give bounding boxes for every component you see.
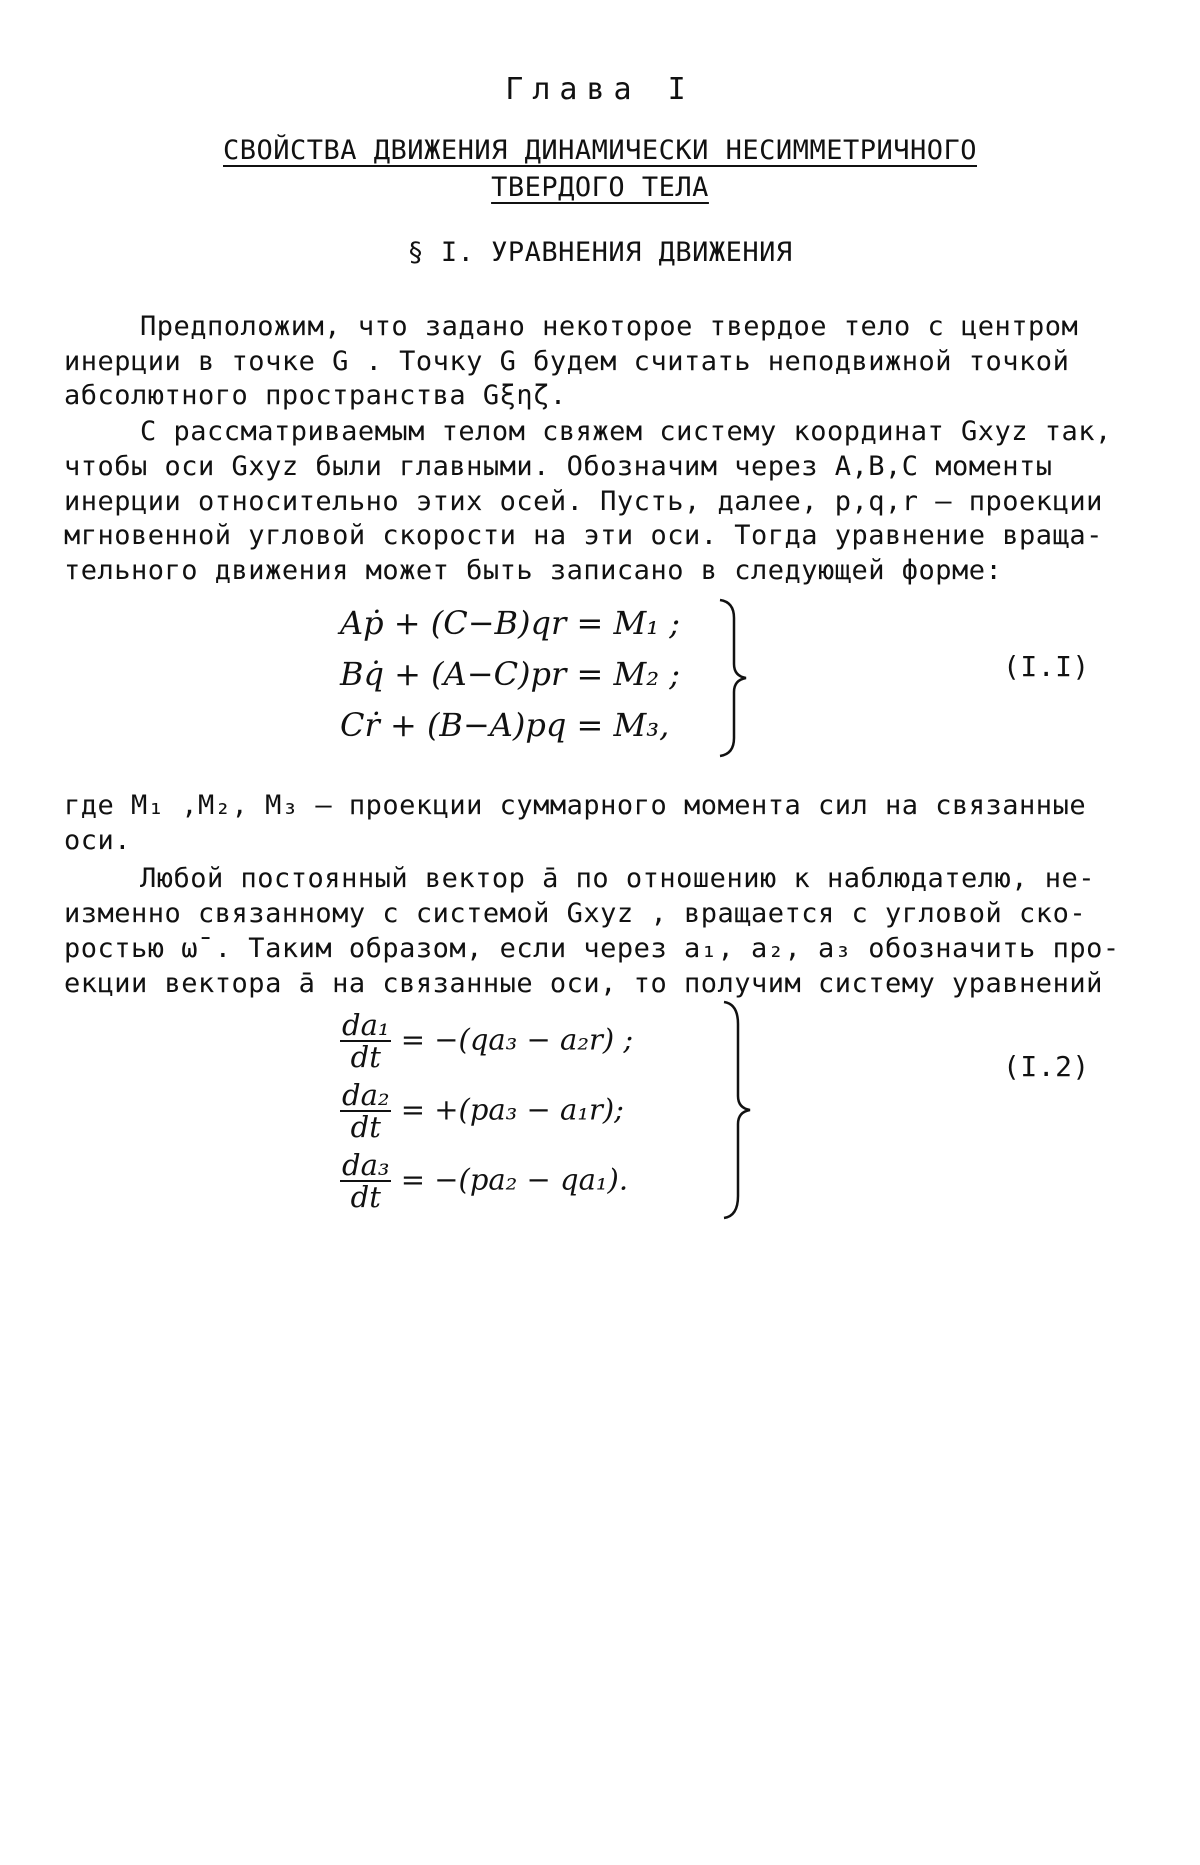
eq1-line-2: Bq̇ + (A−C)pr = M₂ ; (340, 655, 681, 693)
eq2-numerator-3: da₃ (342, 1148, 390, 1182)
chapter-heading: Глава I (505, 72, 695, 107)
eq1-number: (I.I) (1003, 650, 1090, 683)
eq2-denominator-3: dt (350, 1180, 381, 1215)
section-heading: § I. УРАВНЕНИЯ ДВИЖЕНИЯ (407, 237, 793, 268)
eq2-rhs-2: = +(pa₃ − a₁r); (400, 1092, 624, 1127)
para3-line-2: оси. (64, 825, 132, 856)
eq2-fraction-1 (340, 1010, 391, 1073)
eq2-line-2 (340, 1080, 624, 1143)
eq2-right-brace (720, 1000, 760, 1220)
eq2-denominator-2: dt (350, 1110, 381, 1145)
eq1-right-brace (716, 598, 756, 758)
chapter-title-line-1: СВОЙСТВА ДВИЖЕНИЯ ДИНАМИЧЕСКИ НЕСИММЕТРИЧНОГО (223, 135, 977, 166)
para2-line-2: чтобы оси Gxyz были главными. Обозначим через A,B,C моменты (64, 451, 1053, 482)
para2-line-4: мгновенной угловой скорости на эти оси. Тогда уравнение враща- (64, 520, 1103, 551)
para1-line-3: абсолютного пространства Gξηζ. (64, 380, 567, 411)
para4-line-2: изменно связанному с системой Gxyz , вращается с угловой ско- (64, 898, 1087, 929)
eq2-number: (I.2) (1003, 1050, 1090, 1083)
eq1-line-3: Cṙ + (B−A)pq = M₃, (340, 706, 670, 744)
para2-line-5: тельного движения может быть записано в следующей форме: (64, 555, 1003, 586)
para2-line-1: С рассматриваемым телом свяжем систему координат Gxyz так, (140, 416, 1112, 447)
eq2-fraction-3 (340, 1150, 391, 1213)
para4-line-1: Любой постоянный вектор ā по отношению к наблюдателю, не- (140, 863, 1096, 894)
para1-line-2: инерции в точке G . Точку G будем считать неподвижной точкой (64, 346, 1070, 377)
eq2-fraction-2 (340, 1080, 391, 1143)
eq2-numerator-2: da₂ (342, 1078, 390, 1112)
eq1-line-1: Aṗ + (C−B)qr = M₁ ; (340, 604, 681, 642)
eq2-numerator-1: da₁ (342, 1008, 390, 1042)
para4-line-4: екции вектора ā на связанные оси, то получим систему уравнений (64, 968, 1103, 999)
eq2-line-1 (340, 1010, 633, 1073)
para4-line-3: ростью ω̄ . Таким образом, если через a₁, a₂, a₃ обозначить про- (64, 933, 1120, 964)
para3-line-1: где M₁ ,M₂, M₃ – проекции суммарного момента сил на связанные (64, 790, 1087, 821)
eq2-denominator-1: dt (350, 1040, 381, 1075)
eq2-rhs-3: = −(pa₂ − qa₁). (400, 1162, 629, 1197)
eq2-rhs-1: = −(qa₃ − a₂r) ; (400, 1022, 634, 1057)
para1-line-1: Предположим, что задано некоторое твердое тело с центром (140, 311, 1079, 342)
para2-line-3: инерции относительно этих осей. Пусть, далее, p,q,r – проекции (64, 486, 1103, 517)
eq2-line-3 (340, 1150, 628, 1213)
chapter-title-line-2: ТВЕРДОГО ТЕЛА (491, 172, 709, 203)
